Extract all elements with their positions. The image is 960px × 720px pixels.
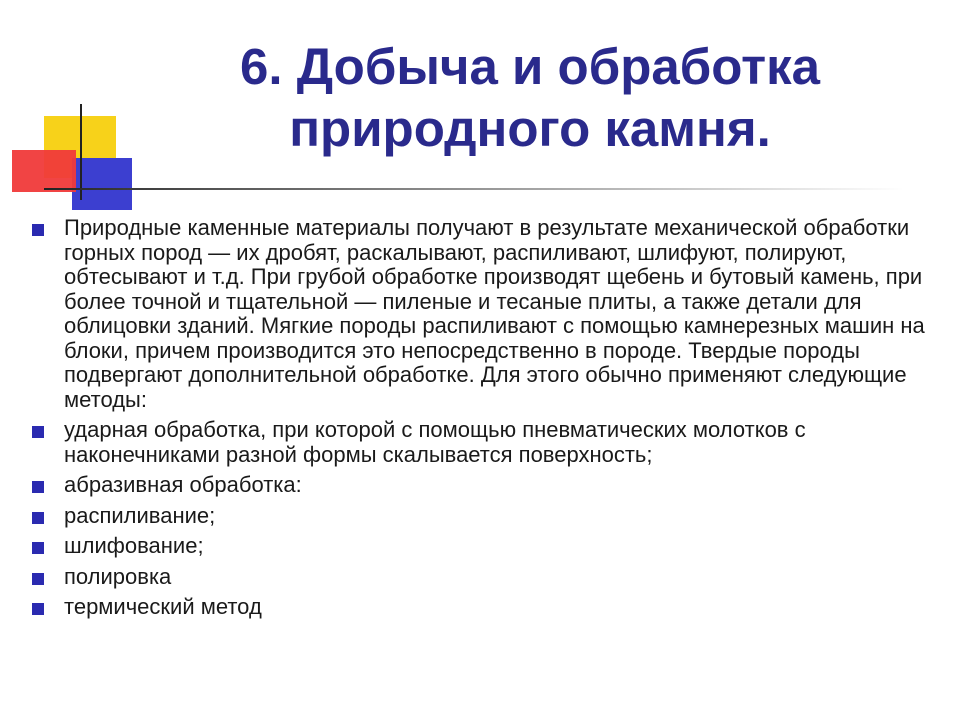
- square-bullet-icon: [32, 481, 44, 493]
- list-item: [30, 565, 930, 590]
- square-bullet-icon: [32, 603, 44, 615]
- list-item: [30, 473, 930, 498]
- bullet-text: термический метод: [64, 594, 262, 619]
- decorative-red-square: [12, 150, 76, 192]
- square-bullet-icon: [32, 512, 44, 524]
- slide-title: [140, 36, 920, 160]
- list-item: [30, 216, 930, 412]
- title-line-1: 6. Добыча и обработка: [240, 38, 820, 95]
- square-bullet-icon: [32, 573, 44, 585]
- list-item: [30, 504, 930, 529]
- bullet-text: абразивная обработка:: [64, 472, 302, 497]
- square-bullet-icon: [32, 426, 44, 438]
- list-item: [30, 418, 930, 467]
- list-item: [30, 595, 930, 620]
- bullet-list: [30, 216, 930, 626]
- title-line-2: природного камня.: [289, 100, 771, 157]
- title-divider-line: [44, 188, 904, 190]
- bullet-text: шлифование;: [64, 533, 204, 558]
- bullet-text: ударная обработка, при которой с помощью пневматических молотков с наконечниками разной формы скалывается поверхность;: [64, 417, 806, 467]
- bullet-text: Природные каменные материалы получают в результате механической обработки горных пород — их дробят, раскалывают, распиливают, шлифуют, полируют, обтесывают и т.д. При грубой обработке производят щебень и бутовый камень, при более точной и тщательной — пиленые и тесаные плиты, а также детали для облицовки зданий. Мягкие породы распиливают с помощью камнерезных машин на блоки, причем производится это непосредственно в породе. Твердые породы подвергают дополнительной обработке. Для этого обычно применяют следующие методы:: [64, 215, 925, 412]
- square-bullet-icon: [32, 542, 44, 554]
- bullet-text: полировка: [64, 563, 172, 589]
- square-bullet-icon: [32, 224, 44, 236]
- list-item: [30, 534, 930, 559]
- decorative-vertical-line: [80, 104, 82, 200]
- bullet-text: распиливание;: [64, 502, 216, 528]
